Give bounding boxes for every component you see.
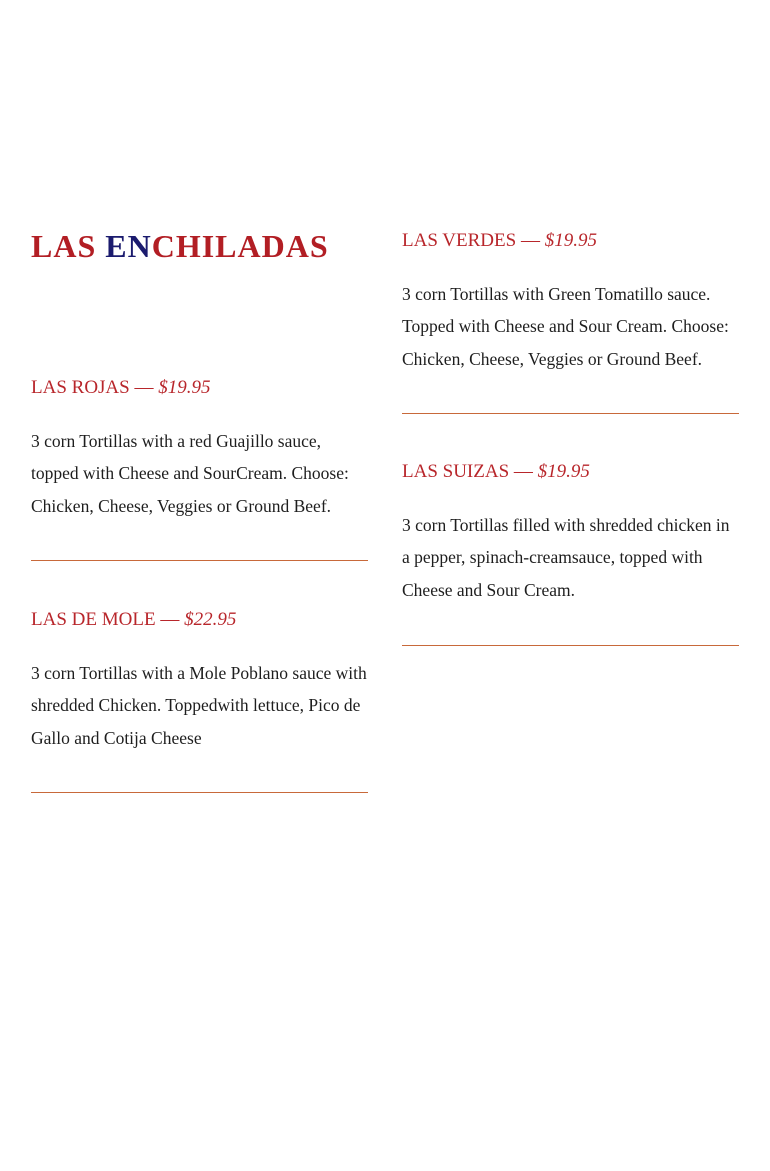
menu-item-name: LAS DE MOLE (31, 609, 156, 630)
section-title-part1: LAS (31, 228, 106, 264)
menu-item-rojas (31, 376, 368, 522)
menu-item-heading (31, 608, 368, 632)
menu-item-description: 3 corn Tortillas filled with shredded chicken in a pepper, spinach-creamsauce, topped with Cheese and Sour Cream. (402, 515, 730, 600)
item-divider (31, 560, 368, 561)
menu-item-name: LAS SUIZAS (402, 461, 510, 482)
menu-item-separator: — (155, 609, 185, 630)
section-title (31, 226, 329, 266)
item-divider (31, 792, 368, 793)
item-divider (402, 645, 739, 646)
menu-item-description: 3 corn Tortillas with a Mole Poblano sauce with shredded Chicken. Toppedwith lettuce, Pico de Gallo and Cotija Cheese (31, 663, 367, 748)
menu-item-price: $19.95 (544, 230, 597, 251)
section-title-part2: CHILADAS (151, 228, 329, 264)
menu-item-verdes (402, 229, 739, 375)
menu-item-separator: — (129, 377, 159, 398)
menu-item-de-mole (31, 608, 368, 754)
section-title-accent: EN (105, 228, 152, 264)
menu-item-price: $19.95 (537, 461, 590, 482)
menu-item-separator: — (509, 461, 538, 482)
menu-item-description: 3 corn Tortillas with a red Guajillo sauce, topped with Cheese and SourCream. Choose: Chicken, Cheese, Veggies or Ground Beef. (31, 431, 349, 516)
menu-item-price: $19.95 (158, 377, 211, 398)
menu-item-name: LAS VERDES (402, 230, 517, 251)
menu-item-separator: — (516, 230, 545, 251)
menu-item-heading (402, 460, 739, 484)
menu-item-suizas (402, 460, 739, 606)
item-divider (402, 413, 739, 414)
menu-item-price: $22.95 (184, 609, 237, 630)
menu-item-description: 3 corn Tortillas with Green Tomatillo sauce. Topped with Cheese and Sour Cream. Choose: Chicken, Cheese, Veggies or Ground Beef. (402, 284, 729, 369)
menu-item-heading (31, 376, 368, 400)
menu-item-name: LAS ROJAS (31, 377, 130, 398)
menu-item-heading (402, 229, 739, 253)
